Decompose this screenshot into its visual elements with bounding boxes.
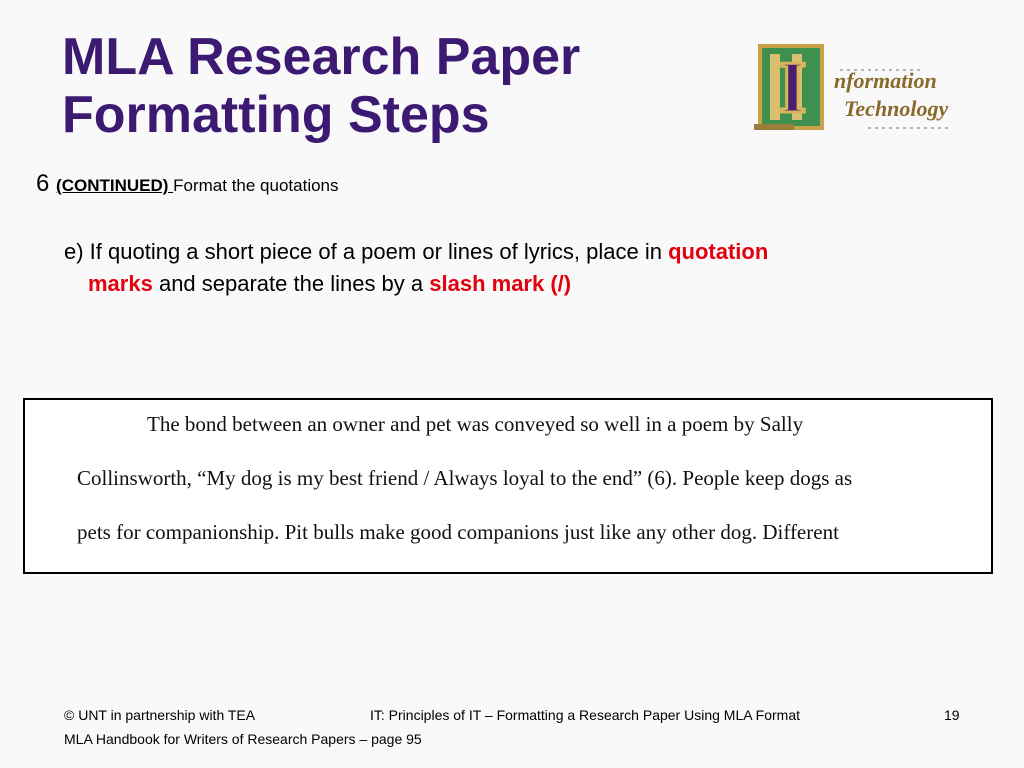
svg-text:Technology: Technology [844,96,949,121]
svg-text:nformation: nformation [834,68,937,93]
bullet-text-part1: e) If quoting a short piece of a poem or lines of lyrics, place in [64,239,669,264]
highlight-marks: marks [88,271,153,296]
step-description: Format the quotations [173,176,339,195]
example-line-2: Collinsworth, “My dog is my best friend / Always loyal to the end” (6). People keep dogs as [77,466,853,490]
footer-copyright: © UNT in partnership with TEA [64,707,256,723]
step-continued-label: (CONTINUED) [56,176,174,195]
bullet-text-part2: and separate the lines by a [152,271,430,296]
footer-reference: MLA Handbook for Writers of Research Papers – page 95 [64,731,422,747]
footer-page-number: 19 [944,707,960,723]
svg-text:I: I [778,47,807,129]
step-number: 6 [36,170,50,197]
example-line-3: pets for companionship. Pit bulls make good companions just like any other dog. Different [77,520,839,544]
title-line-1: MLA Research Paper [62,28,581,86]
information-technology-logo [748,40,968,140]
slide-title [62,28,580,144]
step-heading [36,170,339,198]
footer-course-title: IT: Principles of IT – Formatting a Research Paper Using MLA Format [370,707,801,723]
bullet-point [64,236,904,300]
title-line-2: Formatting Steps [62,86,490,144]
example-quotation-box [23,398,993,574]
example-line-1: The bond between an owner and pet was conveyed so well in a poem by Sally [147,412,804,436]
highlight-quotation: quotation [668,239,769,264]
highlight-slash-mark: slash mark (/) [429,271,572,296]
